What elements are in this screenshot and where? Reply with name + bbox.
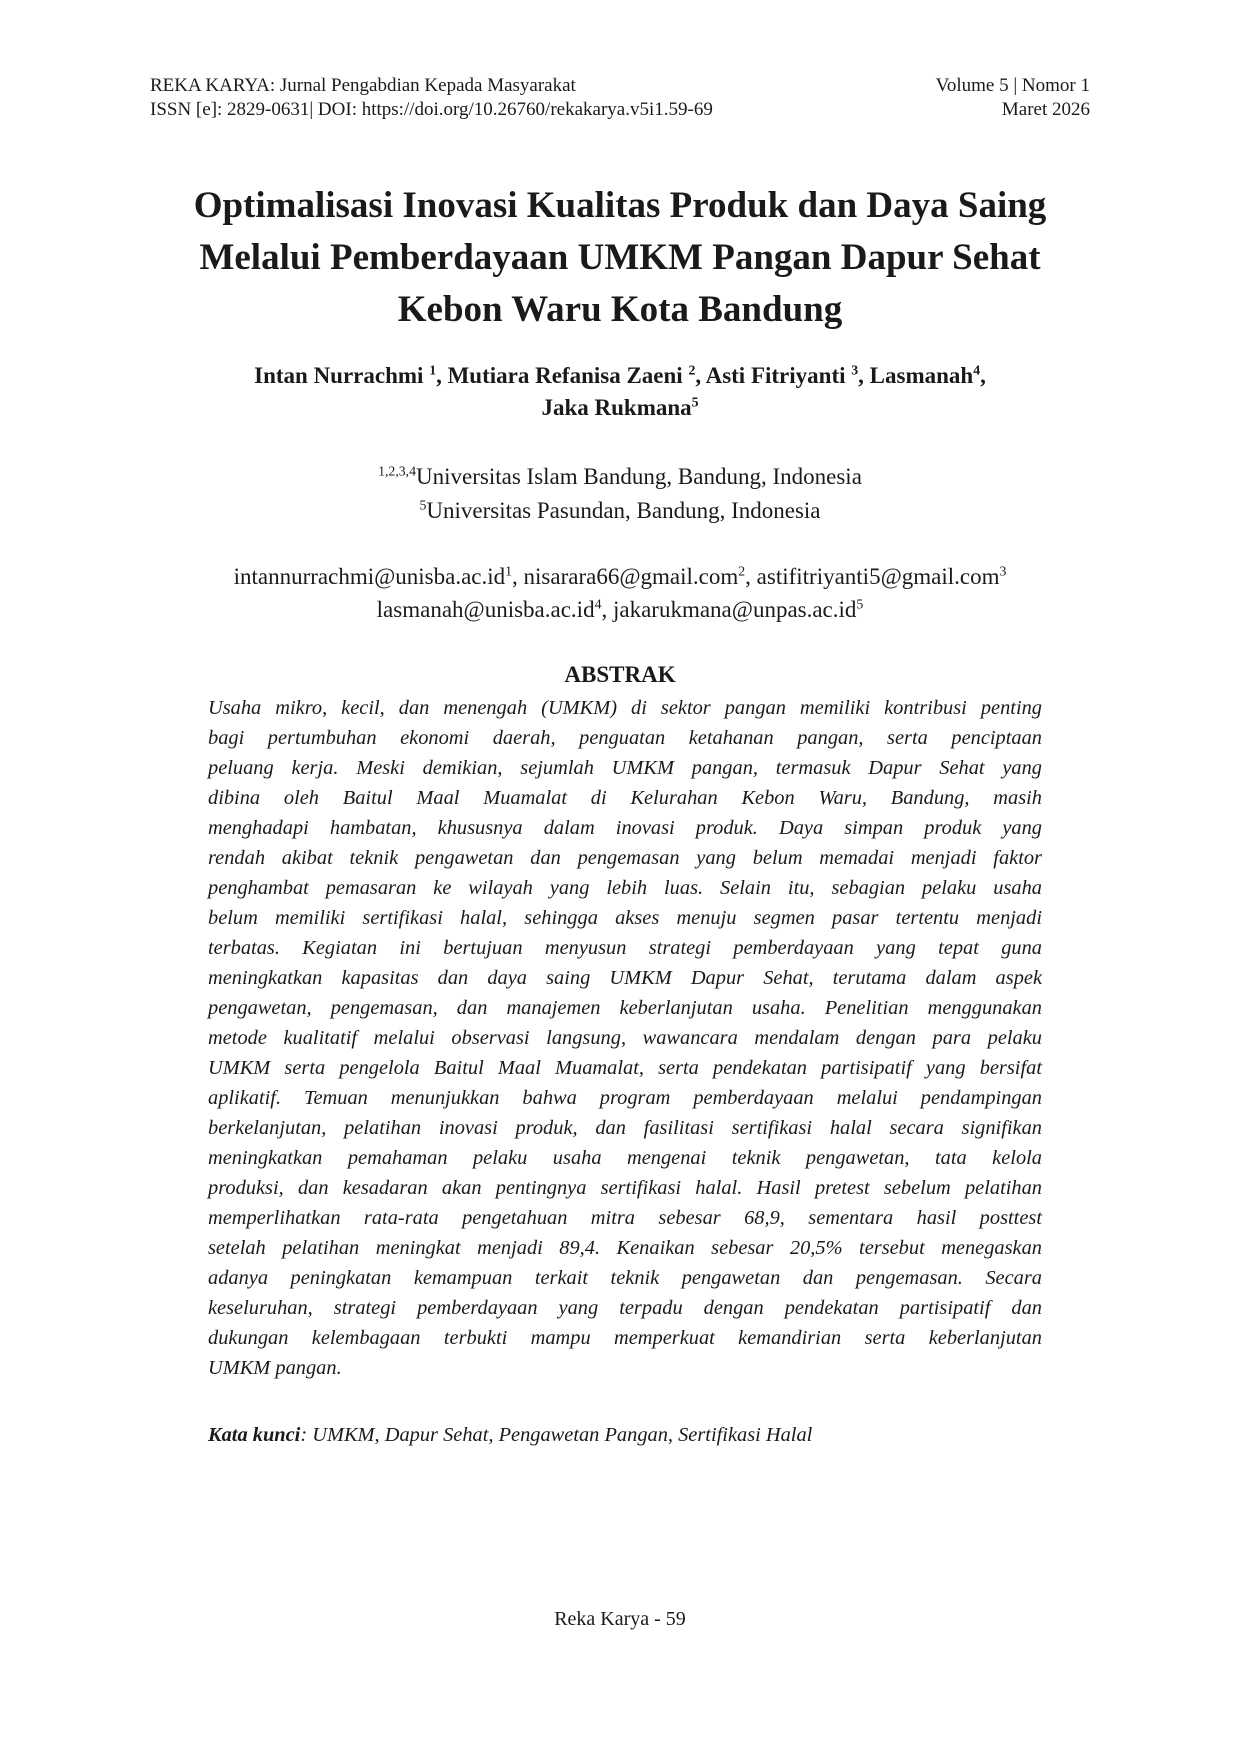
email: , jakarukmana@unpas.ac.id bbox=[601, 597, 857, 622]
abstract-line: setelah pelatihan meningkat menjadi 89,4. Kenaikan sebesar 20,5% tersebut menegaskan bbox=[208, 1237, 1042, 1259]
issn-doi: ISSN [e]: 2829-0631| DOI: https://doi.org/10.26760/rekakarya.v5i1.59-69 bbox=[150, 99, 713, 120]
author-sup: 1 bbox=[429, 362, 437, 378]
abstract-line: dibina oleh Baitul Maal Muamalat di Kelurahan Kebon Waru, Bandung, masih bbox=[208, 787, 1042, 809]
author-line bbox=[150, 392, 1090, 424]
running-header bbox=[150, 74, 1090, 122]
affiliation-text: Universitas Islam Bandung, Bandung, Indonesia bbox=[416, 464, 862, 489]
author-name: Jaka Rukmana bbox=[541, 395, 692, 420]
title-line: Kebon Waru Kota Bandung bbox=[397, 289, 843, 330]
affiliations bbox=[150, 460, 1090, 528]
email-sup: 5 bbox=[856, 596, 864, 612]
title-line: Melalui Pemberdayaan UMKM Pangan Dapur Sehat bbox=[199, 237, 1041, 278]
abstract-heading: ABSTRAK bbox=[564, 662, 676, 687]
email-sup: 1 bbox=[505, 563, 513, 579]
author-name: Intan Nurrachmi bbox=[254, 363, 430, 388]
abstract-line: produksi, dan kesadaran akan pentingnya sertifikasi halal. Hasil pretest sebelum pelatihan bbox=[208, 1177, 1042, 1199]
author-sup: 4 bbox=[973, 362, 981, 378]
author-name: , Lasmanah bbox=[858, 363, 974, 388]
author-sup: 2 bbox=[688, 362, 696, 378]
abstract-line: penghambat pemasaran ke wilayah yang lebih luas. Selain itu, sebagian pelaku usaha bbox=[208, 877, 1042, 899]
email: intannurrachmi@unisba.ac.id bbox=[233, 564, 506, 589]
keywords-text: : UMKM, Dapur Sehat, Pengawetan Pangan, Sertifikasi Halal bbox=[300, 1424, 813, 1446]
abstract-line: dukungan kelembagaan terbukti mampu memperkuat kemandirian serta keberlanjutan bbox=[208, 1327, 1042, 1349]
author-sep: , bbox=[980, 363, 986, 388]
keywords bbox=[208, 1420, 1042, 1450]
email: , nisarara66@gmail.com bbox=[512, 564, 739, 589]
abstract-line: keseluruhan, strategi pemberdayaan yang terpadu dengan pendekatan partisipatif dan bbox=[208, 1297, 1042, 1319]
affiliation-text: Universitas Pasundan, Bandung, Indonesia bbox=[426, 498, 821, 523]
journal-name: REKA KARYA: Jurnal Pengabdian Kepada Masyarakat bbox=[150, 75, 576, 96]
abstract-body bbox=[208, 693, 1042, 1383]
abstract-line: pengawetan, pengemasan, dan manajemen keberlanjutan usaha. Penelitian menggunakan bbox=[208, 997, 1042, 1019]
abstract-line: UMKM serta pengelola Baitul Maal Muamalat, serta pendekatan partisipatif yang bersifat bbox=[208, 1057, 1042, 1079]
abstract-line: memperlihatkan rata-rata pengetahuan mitra sebesar 68,9, sementara hasil posttest bbox=[208, 1207, 1042, 1229]
abstract-line: metode kualitatif melalui observasi langsung, wawancara mendalam dengan para pelaku bbox=[208, 1027, 1042, 1049]
email-sup: 4 bbox=[594, 596, 602, 612]
abstract-line: rendah akibat teknik pengawetan dan pengemasan yang belum memadai menjadi faktor bbox=[208, 847, 1042, 869]
abstract-line: bagi pertumbuhan ekonomi daerah, penguatan ketahanan pangan, serta penciptaan bbox=[208, 727, 1042, 749]
affiliation-line bbox=[150, 460, 1090, 494]
author-name: , Mutiara Refanisa Zaeni bbox=[436, 363, 689, 388]
abstract-line: peluang kerja. Meski demikian, sejumlah UMKM pangan, termasuk Dapur Sehat yang bbox=[208, 757, 1042, 779]
email-sup: 2 bbox=[738, 563, 746, 579]
affiliation-line bbox=[150, 494, 1090, 528]
issue-date: Maret 2026 bbox=[1001, 99, 1090, 120]
email: lasmanah@unisba.ac.id bbox=[376, 597, 595, 622]
page-footer: Reka Karya - 59 bbox=[554, 1608, 686, 1630]
abstract-line: meningkatkan pemahaman pelaku usaha mengenai teknik pengawetan, tata kelola bbox=[208, 1147, 1042, 1169]
author-emails bbox=[150, 560, 1090, 626]
abstract-line: terbatas. Kegiatan ini bertujuan menyusun strategi pemberdayaan yang tepat guna bbox=[208, 937, 1042, 959]
abstract-line: Usaha mikro, kecil, dan menengah (UMKM) di sektor pangan memiliki kontribusi penting bbox=[208, 697, 1042, 719]
affiliation-sup: 1,2,3,4 bbox=[378, 463, 417, 479]
abstract-line: menghadapi hambatan, khususnya dalam inovasi produk. Daya simpan produk yang bbox=[208, 817, 1042, 839]
keywords-label: Kata kunci bbox=[208, 1424, 301, 1446]
email-line bbox=[150, 560, 1090, 593]
email-sup: 3 bbox=[999, 563, 1007, 579]
abstract-line: aplikatif. Temuan menunjukkan bahwa program pemberdayaan melalui pendampingan bbox=[208, 1087, 1042, 1109]
abstract-line: UMKM pangan. bbox=[208, 1357, 342, 1379]
author-name: , Asti Fitriyanti bbox=[695, 363, 852, 388]
author-sup: 5 bbox=[691, 394, 699, 410]
title-line: Optimalisasi Inovasi Kualitas Produk dan Daya Saing bbox=[193, 185, 1047, 226]
abstract-line: meningkatkan kapasitas dan daya saing UMKM Dapur Sehat, terutama dalam aspek bbox=[208, 967, 1042, 989]
affiliation-sup: 5 bbox=[419, 497, 427, 513]
volume-number: Volume 5 | Nomor 1 bbox=[935, 75, 1090, 96]
abstract-line: belum memiliki sertifikasi halal, sehingga akses menuju segmen pasar tertentu menjadi bbox=[208, 907, 1042, 929]
email: , astifitriyanti5@gmail.com bbox=[745, 564, 1000, 589]
paper-title bbox=[150, 180, 1090, 336]
email-line bbox=[150, 593, 1090, 626]
author-sup: 3 bbox=[851, 362, 859, 378]
abstract-line: berkelanjutan, pelatihan inovasi produk, dan fasilitasi sertifikasi halal secara signifikan bbox=[208, 1117, 1042, 1139]
abstract-line: adanya peningkatan kemampuan terkait teknik pengawetan dan pengemasan. Secara bbox=[208, 1267, 1042, 1289]
author-line bbox=[150, 360, 1090, 392]
author-list bbox=[150, 360, 1090, 424]
